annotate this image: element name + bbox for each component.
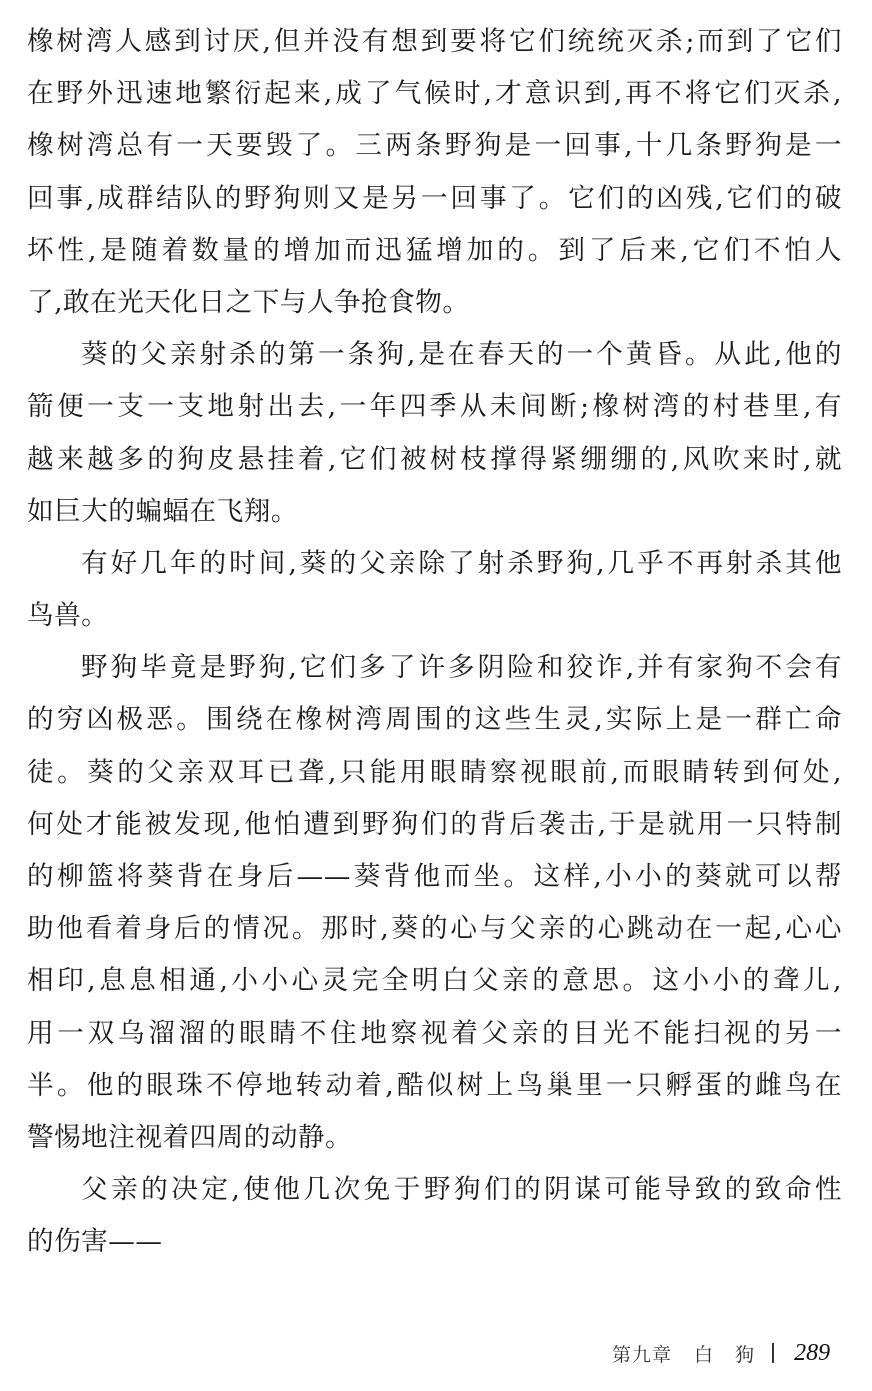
text-line: 越来越多的狗皮悬挂着,它们被树枝撑得紧绷绷的,风吹来时,就: [27, 443, 842, 475]
page-footer: [612, 1333, 830, 1373]
chapter-title: 白 狗: [694, 1343, 763, 1366]
text-line: 野狗毕竟是野狗,它们多了许多阴险和狡诈,并有家狗不会有: [81, 652, 842, 684]
book-page-body: [27, 16, 842, 1269]
text-line: 用一双乌溜溜的眼睛不住地察视着父亲的目光不能扫视的另一: [27, 1017, 842, 1049]
text-line: 橡树湾总有一天要毁了。三两条野狗是一回事,十几条野狗是一: [27, 130, 842, 162]
text-line: 鸟兽。: [27, 600, 109, 632]
text-line: 半。他的眼珠不停地转动着,酷似树上鸟巢里一只孵蛋的雌鸟在: [27, 1069, 842, 1101]
text-line: 坏性,是随着数量的增加而迅猛增加的。到了后来,它们不怕人: [27, 234, 842, 266]
chapter-label: 第九章: [612, 1343, 673, 1366]
text-line: 徒。葵的父亲双耳已聋,只能用眼睛察视眼前,而眼睛转到何处,: [27, 756, 842, 788]
text-line: 助他看着身后的情况。那时,葵的心与父亲的心跳动在一起,心心: [27, 913, 842, 945]
page-number: 289: [794, 1339, 831, 1366]
text-line: 箭便一支一支地射出去,一年四季从未间断;橡树湾的村巷里,有: [27, 391, 842, 423]
text-line: 橡树湾人感到讨厌,但并没有想到要将它们统统灭杀;而到了它们: [27, 26, 842, 57]
text-line: 相印,息息相通,小小心灵完全明白父亲的意思。这小小的聋儿,: [27, 965, 842, 997]
text-line: 回事,成群结队的野狗则又是另一回事了。它们的凶残,它们的破: [27, 182, 842, 214]
text-line: 葵的父亲射杀的第一条狗,是在春天的一个黄昏。从此,他的: [81, 339, 842, 371]
text-line: 有好几年的时间,葵的父亲除了射杀野狗,几乎不再射杀其他: [81, 547, 842, 579]
text-line: 如巨大的蝙蝠在飞翔。: [27, 495, 298, 527]
text-line: 了,敢在光天化日之下与人争抢食物。: [27, 286, 470, 318]
text-line: 在野外迅速地繁衍起来,成了气候时,才意识到,再不将它们灭杀,: [27, 78, 842, 110]
text-line: 父亲的决定,使他几次免于野狗们的阴谋可能导致的致命性: [81, 1174, 842, 1206]
text-line: 的伤害——: [27, 1226, 163, 1258]
text-line: 何处才能被发现,他怕遭到野狗们的背后袭击,于是就用一只特制: [27, 808, 842, 840]
text-line: 警惕地注视着四周的动静。: [27, 1121, 353, 1153]
footer-separator: [772, 1343, 774, 1363]
text-line: 的柳篮将葵背在身后——葵背他而坐。这样,小小的葵就可以帮: [27, 861, 842, 892]
text-line: 的穷凶极恶。围绕在橡树湾周围的这些生灵,实际上是一群亡命: [27, 704, 842, 736]
